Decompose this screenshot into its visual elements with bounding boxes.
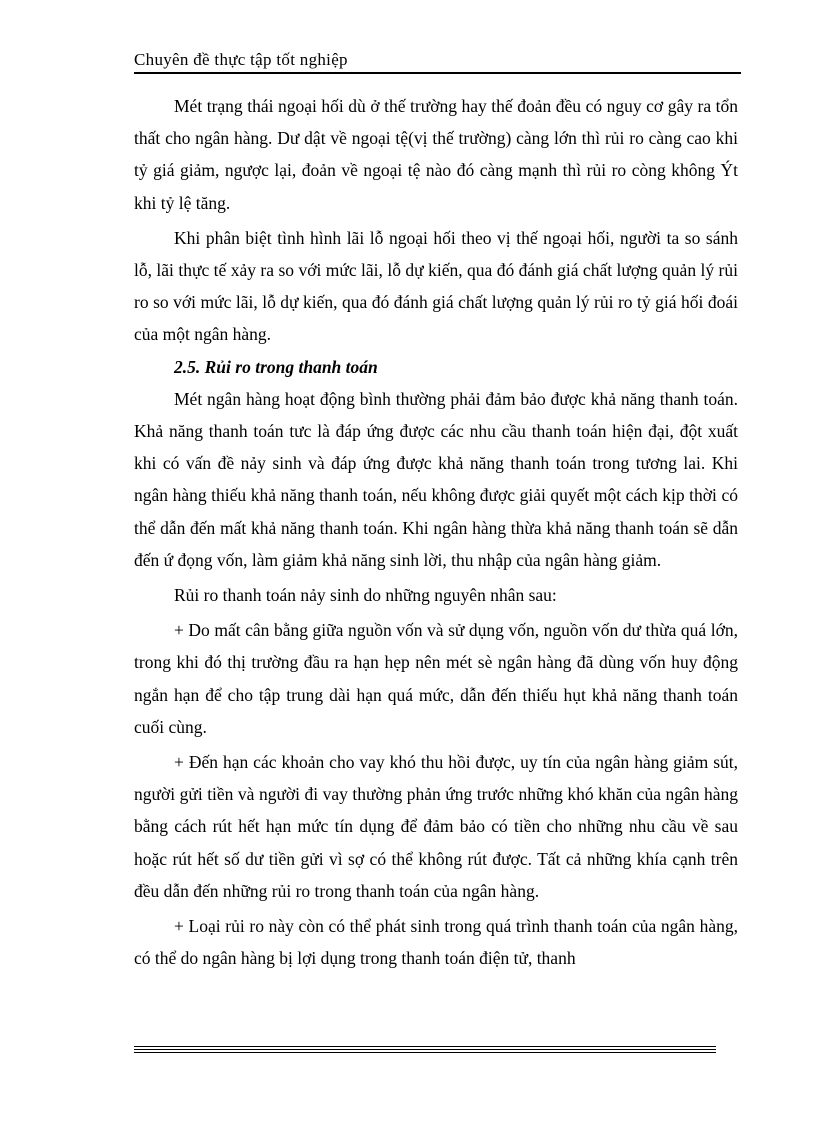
footer-rule-middle (134, 1049, 716, 1050)
paragraph-fx-position-risk: Mét trạng thái ngoại hối dù ở thế trường hay thế đoản đều có nguy cơ gây ra tổn thất cho ngân hàng. Dư dật về ngoại tệ(vị thế trường) càng lớn thì rủi ro càng cao khi tỷ giá giảm, ngược lại, đoản về ngoại tệ nào đó càng mạnh thì rủi ro còng không Ýt khi tỷ lệ tăng. (134, 96, 738, 213)
paragraph-cause-imbalance: + Do mất cân bằng giữa nguồn vốn và sử dụng vốn, nguồn vốn dư thừa quá lớn, trong khi đó thị trường đầu ra hạn hẹp nên mét sè ngân hàng đã dùng vốn huy động ngắn hạn để cho tập trung dài hạn quá mức, dẫn đến thiếu hụt khả năng thanh toán cuối cùng. (134, 620, 738, 737)
paragraph-causes-intro: Rủi ro thanh toán nảy sinh do những nguyên nhân sau: (174, 585, 557, 606)
footer-rule-bottom (134, 1052, 716, 1053)
paragraph-cause-electronic-payment: + Loại rủi ro này còn có thể phát sinh trong quá trình thanh toán của ngân hàng, có thể do ngân hàng bị lợi dụng trong thanh toán điện tử, thanh (134, 916, 738, 969)
paragraph-liquidity: Mét ngân hàng hoạt động bình thường phải đảm bảo được khả năng thanh toán. Khả năng thanh toán tưc là đáp ứng được các nhu cầu thanh toán hiện đại, đột xuất khi có vấn đề nảy sinh và đáp ứng được khả năng thanh toán trong tương lai. Khi ngân hàng thiếu khả năng thanh toán, nếu không được giải quyết một cách kịp thời có thể dẫn đến mất khả năng thanh toán. Khi ngân hàng thừa khả năng thanh toán sẽ dẫn đến ứ đọng vốn, làm giảm khả năng sinh lời, thu nhập của ngân hàng giảm. (134, 388, 738, 570)
paragraph-fx-profit-loss: Khi phân biệt tình hình lãi lỗ ngoại hối theo vị thế ngoại hối, người ta so sánh lỗ, lãi thực tế xảy ra so với mức lãi, lỗ dự kiến, qua đó đánh giá chất lượng quản lý rủi ro so với mức lãi, lỗ dự kiến, qua đó đánh giá chất lượng quản lý rủi ro tỷ giá hối đoái của một ngân hàng. (134, 227, 738, 345)
header-rule (134, 72, 741, 74)
document-body (134, 90, 738, 974)
footer-rule-top (134, 1046, 716, 1047)
paragraph-cause-bad-loans: + Đến hạn các khoản cho vay khó thu hồi được, uy tín của ngân hàng giảm sút, người gửi tiền và người đi vay thường phản ứng trước những khó khăn của ngân hàng bằng cách rút hết hạn mức tín dụng để đảm bảo có tiền cho những nhu cầu về sau hoặc rút hết số dư tiền gửi vì sợ có thể không rút được. Tất cả những khía cạnh trên đều dẫn đến những rủi ro trong thanh toán của ngân hàng. (134, 752, 738, 901)
section-heading-payment-risk: 2.5. Rủi ro trong thanh toán (174, 356, 378, 377)
page-header: Chuyên đề thực tập tốt nghiệp (134, 50, 348, 69)
